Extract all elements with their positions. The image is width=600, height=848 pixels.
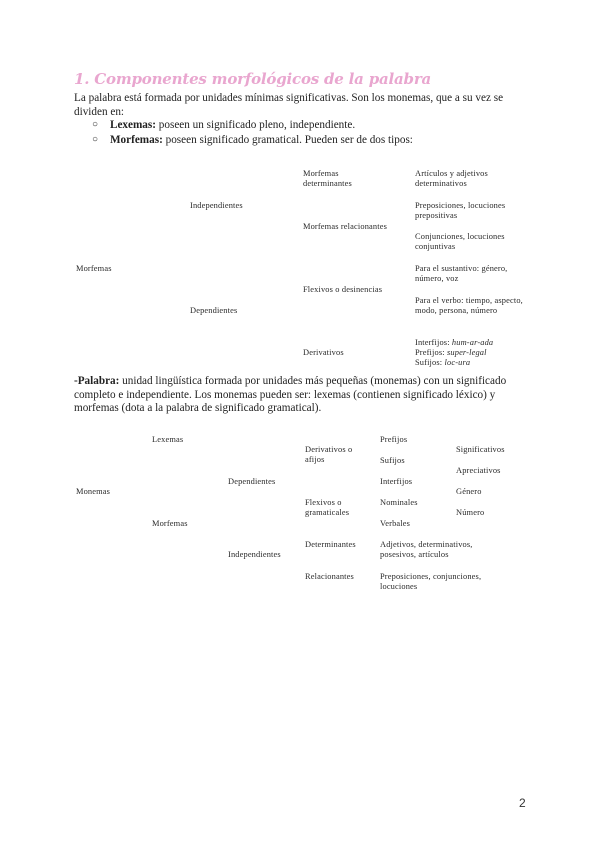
diagram-leaf-numero: Número xyxy=(456,508,485,517)
leaf-label: Prefijos: xyxy=(415,348,447,357)
leaf-example: loc-ura xyxy=(444,358,471,367)
diagram-leaf-adjetivos: Adjetivos, determinativos, posesivos, artículos xyxy=(380,540,473,560)
diagram-leaf-significativos: Significativos xyxy=(456,445,505,454)
diagram-node-derivativos: Derivativos xyxy=(303,348,344,357)
section-heading: 1. Componentes morfológicos de la palabra xyxy=(74,70,432,88)
bullet-text: poseen un significado pleno, independiente. xyxy=(155,119,356,131)
diagram-leaf-prefijos: Prefijos xyxy=(380,435,408,444)
bullet-term: Morfemas: xyxy=(110,133,163,146)
leaf-example: hum-ar-ada xyxy=(451,338,494,347)
diagram-node-dependientes: Dependientes xyxy=(228,477,276,486)
diagram-leaf-verbo: Para el verbo: tiempo, aspecto, modo, persona, número xyxy=(415,296,523,316)
diagram-leaf-preposiciones: Preposiciones, conjunciones, locuciones xyxy=(380,572,482,592)
leaf-example: super-legal xyxy=(446,348,487,357)
hollow-bullet-icon: ○ xyxy=(92,133,99,145)
bullet-morfemas xyxy=(92,133,413,148)
diagram-node-morfemas: Morfemas xyxy=(76,264,112,273)
diagram-leaf-interfijos xyxy=(415,338,493,348)
diagram-leaf-nominales: Nominales xyxy=(380,498,418,507)
diagram-leaf-sufijos: Sufijos xyxy=(380,456,405,465)
bullet-term: Lexemas: xyxy=(110,119,156,131)
leaf-label: Sufijos: xyxy=(415,358,445,367)
diagram-node-lexemas: Lexemas xyxy=(152,435,184,444)
bullet-text: poseen significado gramatical. Pueden ser de dos tipos: xyxy=(162,133,413,146)
diagram-node-morfemas: Morfemas xyxy=(152,519,188,528)
diagram-node-flexivos: Flexivos o desinencias xyxy=(303,285,383,294)
diagram-leaf-apreciativos: Apreciativos xyxy=(456,466,501,475)
diagram-node-derivativos: Derivativos o afijos xyxy=(305,445,353,465)
diagram-node-relacionantes: Morfemas relacionantes xyxy=(303,222,387,231)
diagram-node-independientes: Independientes xyxy=(228,550,281,559)
palabra-term: -Palabra: xyxy=(74,375,120,387)
intro-paragraph: La palabra está formada por unidades mínimas significativas. Son los monemas, que a su vez se dividen en: xyxy=(74,92,504,118)
diagram-leaf-genero: Género xyxy=(456,487,482,496)
diagram-leaf-prefijos xyxy=(415,348,487,358)
leaf-label: Interfijos: xyxy=(415,338,452,347)
diagram-node-relacionantes: Relacionantes xyxy=(305,572,354,581)
diagram-node-flexivos: Flexivos o gramaticales xyxy=(305,498,350,518)
diagram-node-monemas: Monemas xyxy=(76,487,111,496)
morpheme-bullet-list xyxy=(92,118,413,147)
diagram-leaf-verbales: Verbales xyxy=(380,519,411,528)
diagram-leaf-sustantivo: Para el sustantivo: género, número, voz xyxy=(415,264,508,284)
page-number: 2 xyxy=(519,796,526,810)
diagram-leaf-preposiciones: Preposiciones, locuciones prepositivas xyxy=(415,201,506,221)
diagram-leaf-sufijos xyxy=(415,358,470,368)
hollow-bullet-icon: ○ xyxy=(92,119,99,130)
diagram-node-dependientes: Dependientes xyxy=(190,306,238,315)
diagram-node-determinantes: Determinantes xyxy=(305,540,356,549)
diagram-leaf-interfijos: Interfijos xyxy=(380,477,413,486)
palabra-text: unidad lingüística formada por unidades más pequeñas (monemas) con un significado completo e independiente. Los monemas pueden ser: lexemas (contienen significado léxico) y morfemas (dota a la palabra de significado gramatical). xyxy=(74,375,507,415)
palabra-definition xyxy=(74,375,536,416)
diagram-leaf-conjunciones: Conjunciones, locuciones conjuntivas xyxy=(415,232,505,252)
diagram-node-independientes: Independientes xyxy=(190,201,243,210)
bullet-lexemas xyxy=(92,118,413,133)
diagram-node-determinantes: Morfemas determinantes xyxy=(303,169,352,189)
diagram-leaf-articulos: Artículos y adjetivos determinativos xyxy=(415,169,488,189)
